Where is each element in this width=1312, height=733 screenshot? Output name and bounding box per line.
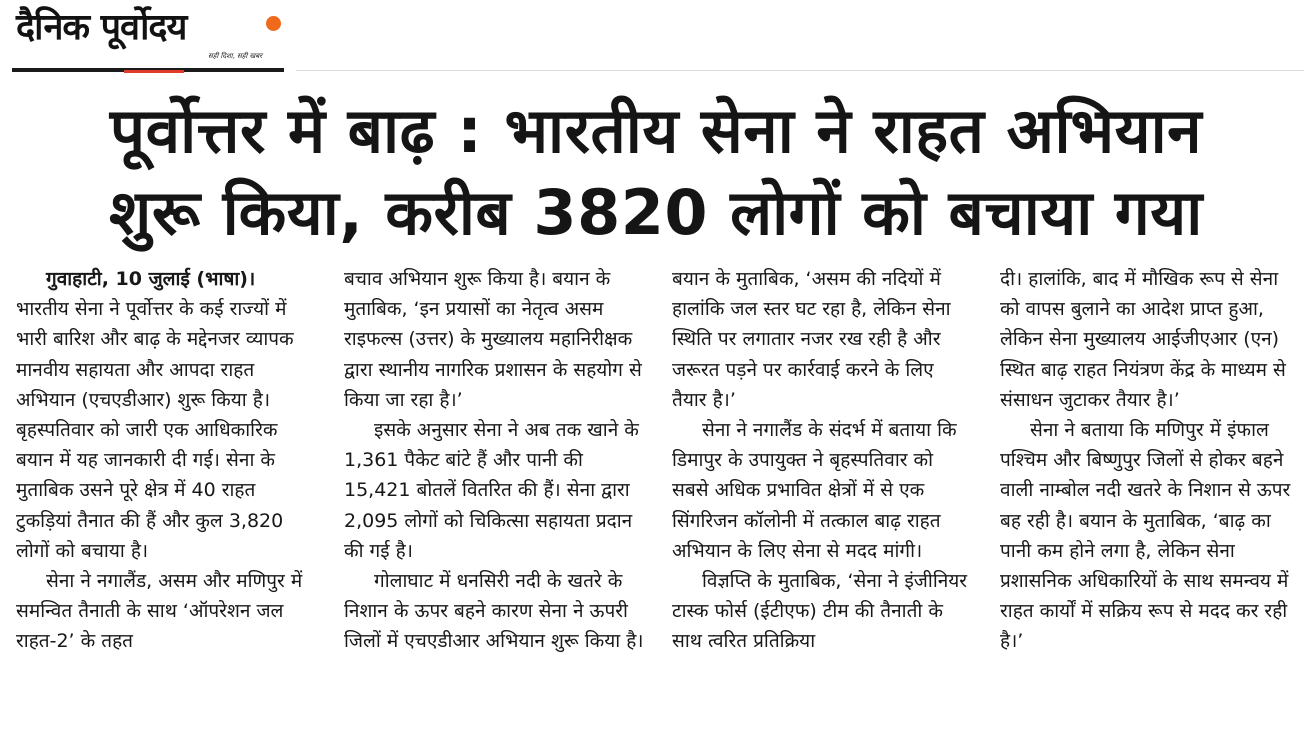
paragraph: गोलाघाट में धनसिरी नदी के खतरे के निशान के ऊपर बहने कारण सेना ने ऊपरी जिलों में एचएडीआर अभियान शुरू किया है। [344,570,644,653]
masthead-tagline: सही दिशा, सही खबर [208,52,263,60]
paragraph: सेना ने नगालैंड, असम और मणिपुर में समन्वित तैनाती के साथ ‘ऑपरेशन जल राहत-2’ के तहत [16,570,303,653]
article-dateline: गुवाहाटी, 10 जुलाई (भाषा)। [46,268,256,290]
masthead-logo-dot-icon [266,16,281,31]
masthead-subline [124,70,184,73]
article-column-3 [672,264,972,726]
article-column-1 [16,264,316,726]
paragraph: भारतीय सेना ने पूर्वोत्तर के कई राज्यों में भारी बारिश और बाढ़ के मद्देनजर व्यापक मानवीय सहायता और आपदा राहत अभियान (एचएडीआर) शुरू किया है। बृहस्पतिवार को जारी एक आधिकारिक बयान में यह जानकारी दी गई। सेना के मुताबिक उसने पूरे क्षेत्र में 40 राहत टुकड़ियां तैनात की हैं और कुल 3,820 लोगों को बचाया है। [16,298,294,562]
paragraph: विज्ञप्ति के मुताबिक, ‘सेना ने इंजीनियर टास्क फोर्स (ईटीएफ) टीम की तैनाती के साथ त्वरित प्रतिक्रिया [672,570,968,653]
masthead [12,4,284,72]
paragraph: इसके अनुसार सेना ने अब तक खाने के 1,361 पैकेट बांटे हैं और पानी की 15,421 बोतलें वितरित की हैं। सेना द्वारा 2,095 लोगों को चिकित्सा सहायता प्रदान की गई है। [344,419,639,562]
paragraph: दी। हालांकि, बाद में मौखिक रूप से सेना को वापस बुलाने का आदेश प्राप्त हुआ, लेकिन सेना मुख्यालय आईजीएआर (एन) स्थित बाढ़ राहत नियंत्रण केंद्र के माध्यम से संसाधन जुटाकर तैयार है।’ [1000,268,1286,411]
paragraph: बचाव अभियान शुरू किया है। बयान के मुताबिक, ‘इन प्रयासों का नेतृत्व असम राइफल्स (उत्तर) के मुख्यालय महानिरीक्षक द्वारा स्थानीय नागरिक प्रशासन के सहयोग से किया जा रहा है।’ [344,268,642,411]
paragraph: बयान के मुताबिक, ‘असम की नदियों में हालांकि जल स्तर घट रहा है, लेकिन सेना स्थिति पर लगातार नजर रख रही है और जरूरत पड़ने पर कार्रवाई करने के लिए तैयार है।’ [672,268,951,411]
article-headline [10,90,1302,254]
headline-line-2: शुरू किया, करीब 3820 लोगों को बचाया गया [109,176,1203,249]
article-column-2 [344,264,644,726]
article-body [16,264,1304,726]
paragraph: सेना ने नगालैंड के संदर्भ में बताया कि डिमापुर के उपायुक्त ने बृहस्पतिवार को सबसे अधिक प्रभावित क्षेत्रों में से एक सिंगरिजन कॉलोनी में तत्काल बाढ़ राहत अभियान के लिए सेना से मदद मांगी। [672,419,957,562]
page-divider [296,70,1304,71]
headline-line-1: पूर्वोत्तर में बाढ़ : भारतीय सेना ने राहत अभियान [109,94,1203,167]
masthead-logo-title: दैनिक पूर्वोदय [16,7,187,48]
article-column-4 [1000,264,1300,726]
paragraph: सेना ने बताया कि मणिपुर में इंफाल पश्चिम और बिष्णुपुर जिलों से होकर बहने वाली नाम्बोल नदी खतरे के निशान से ऊपर बह रही है। बयान के मुताबिक, ‘बाढ़ का पानी कम होने लगा है, लेकिन सेना प्रशासनिक अधिकारियों के साथ समन्वय में राहत कार्यों में सक्रिय रूप से मदद कर रही है।’ [1000,419,1291,653]
